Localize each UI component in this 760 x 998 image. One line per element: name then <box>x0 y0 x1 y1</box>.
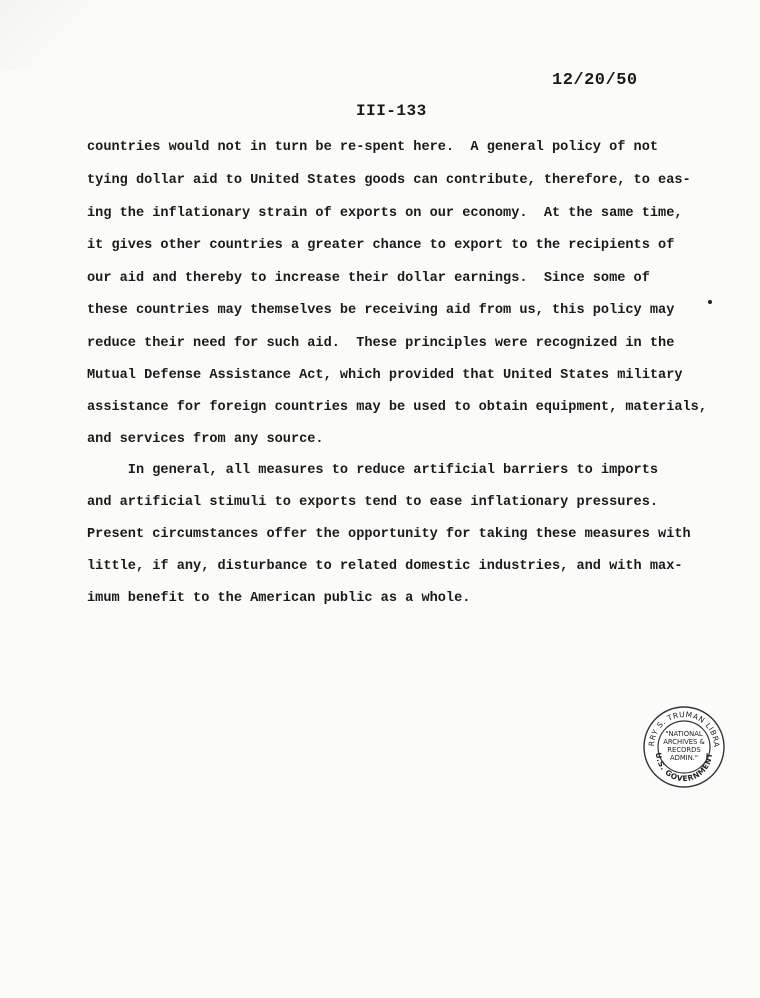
page-number: III-133 <box>356 102 427 120</box>
ink-mark <box>708 300 712 304</box>
body-line: tying dollar aid to United States goods can contribute, therefore, to eas- <box>87 173 691 188</box>
body-line: Present circumstances offer the opportunity for taking these measures with <box>87 527 691 542</box>
document-date: 12/20/50 <box>552 71 638 90</box>
stamp-inner-line: "NATIONAL <box>665 730 703 738</box>
body-line: countries would not in turn be re-spent here. A general policy of not <box>87 140 659 155</box>
folded-corner <box>0 0 110 70</box>
body-line: our aid and thereby to increase their dollar earnings. Since some of <box>87 271 650 286</box>
archives-stamp <box>642 705 726 789</box>
stamp-inner-line: ADMIN." <box>669 754 699 762</box>
stamp-inner-line: RECORDS <box>667 746 701 754</box>
body-line: it gives other countries a greater chance to export to the recipients of <box>87 238 675 253</box>
body-line: Mutual Defense Assistance Act, which provided that United States military <box>87 368 683 383</box>
body-line: In general, all measures to reduce artificial barriers to imports <box>87 463 659 478</box>
body-line: little, if any, disturbance to related domestic industries, and with max- <box>87 559 683 574</box>
body-line: ing the inflationary strain of exports on our economy. At the same time, <box>87 206 683 221</box>
body-line: these countries may themselves be receiving aid from us, this policy may <box>87 303 675 318</box>
body-line: and artificial stimuli to exports tend to ease inflationary pressures. <box>87 495 659 510</box>
stamp-ring-top: RRY S. TRUMAN LIBRA <box>646 709 722 749</box>
body-line: imum benefit to the American public as a whole. <box>87 591 471 606</box>
body-line: reduce their need for such aid. These principles were recognized in the <box>87 336 675 351</box>
stamp-ring-bottom: U.S. GOVERNMENT <box>653 751 715 784</box>
stamp-inner-line: ARCHIVES & <box>663 738 705 746</box>
body-line: and services from any source. <box>87 432 324 447</box>
body-line: assistance for foreign countries may be used to obtain equipment, materials, <box>87 400 707 415</box>
